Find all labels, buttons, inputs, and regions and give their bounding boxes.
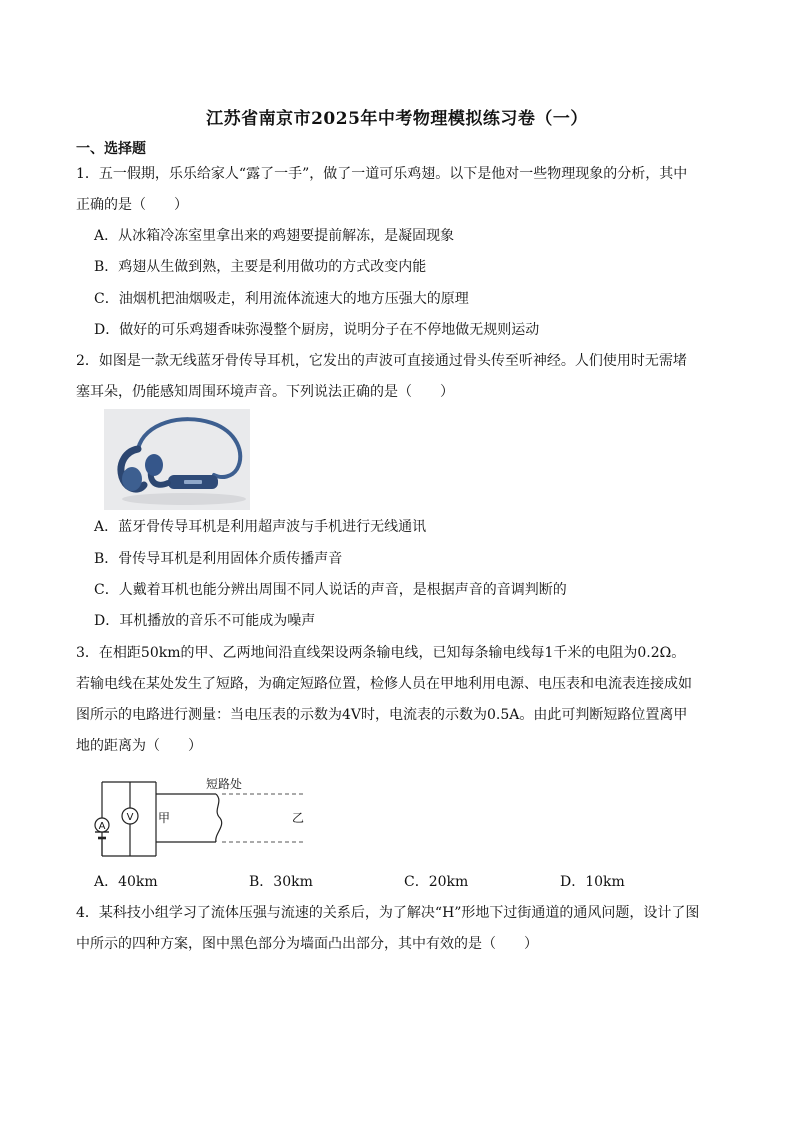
q3-option-d: D．10km — [560, 874, 625, 890]
q3-stem-line1: 3．在相距50km的甲、乙两地间沿直线架设两条输电线，已知每条输电线每1千米的电阻为0.2Ω。 — [76, 645, 686, 661]
label-yi: 乙 — [292, 811, 305, 825]
q4-stem-line2: 中所示的四种方案，图中黑色部分为墙面凸出部分，其中有效的是（ ） — [76, 936, 538, 952]
q1-stem-line2: 正确的是（ ） — [76, 197, 188, 213]
label-short-point: 短路处 — [206, 777, 243, 791]
q3-option-a: A．40km — [94, 874, 158, 890]
page-title: 江苏省南京市2025年中考物理模拟练习卷（一） — [206, 109, 588, 129]
headphone-photo — [104, 409, 250, 510]
ammeter-label: A — [98, 821, 106, 832]
q3-option-b: B．30km — [249, 874, 313, 890]
q1-option-c: C．油烟机把油烟吸走，利用流体流速大的地方压强大的原理 — [94, 291, 469, 307]
q3-stem-line4: 地的距离为（ ） — [76, 738, 202, 754]
q3-option-c: C．20km — [404, 874, 469, 890]
q2-option-a: A．蓝牙骨传导耳机是利用超声波与手机进行无线通讯 — [94, 519, 427, 535]
q3-stem-line2: 若输电线在某处发生了短路，为确定短路位置，检修人员在甲地利用电源、电压表和电流表连接成如 — [76, 676, 692, 692]
q2-option-c: C．人戴着耳机也能分辨出周围不同人说话的声音，是根据声音的音调判断的 — [94, 582, 567, 598]
q2-stem-line2: 塞耳朵，仍能感知周围环境声音。下列说法正确的是（ ） — [76, 384, 454, 400]
section-heading: 一、选择题 — [76, 141, 146, 157]
label-jia: 甲 — [158, 811, 171, 825]
q4-stem-line1: 4．某科技小组学习了流体压强与流速的关系后，为了解决“H”形地下过街通道的通风问题，设计了图 — [76, 905, 700, 921]
q3-stem-line3: 图所示的电路进行测量：当电压表的示数为4V时，电流表的示数为0.5A。由此可判断短路位置离甲 — [76, 707, 688, 723]
q2-option-d: D．耳机播放的音乐不可能成为噪声 — [94, 613, 316, 629]
q1-stem-line1: 1．五一假期，乐乐给家人“露了一手”，做了一道可乐鸡翅。以下是他对一些物理现象的分析，其中 — [76, 166, 688, 182]
q2-option-b: B．骨传导耳机是利用固体介质传播声音 — [94, 551, 343, 567]
voltmeter-label: V — [126, 812, 134, 823]
q1-option-d: D．做好的可乐鸡翅香味弥漫整个厨房，说明分子在不停地做无规则运动 — [94, 322, 540, 338]
q1-option-b: B．鸡翅从生做到熟，主要是利用做功的方式改变内能 — [94, 259, 427, 275]
circuit-diagram — [92, 772, 322, 864]
q2-stem-line1: 2．如图是一款无线蓝牙骨传导耳机，它发出的声波可直接通过骨头传至听神经。人们使用时无需堵 — [76, 353, 687, 369]
q1-option-a: A．从冰箱冷冻室里拿出来的鸡翅要提前解冻，是凝固现象 — [94, 228, 455, 244]
